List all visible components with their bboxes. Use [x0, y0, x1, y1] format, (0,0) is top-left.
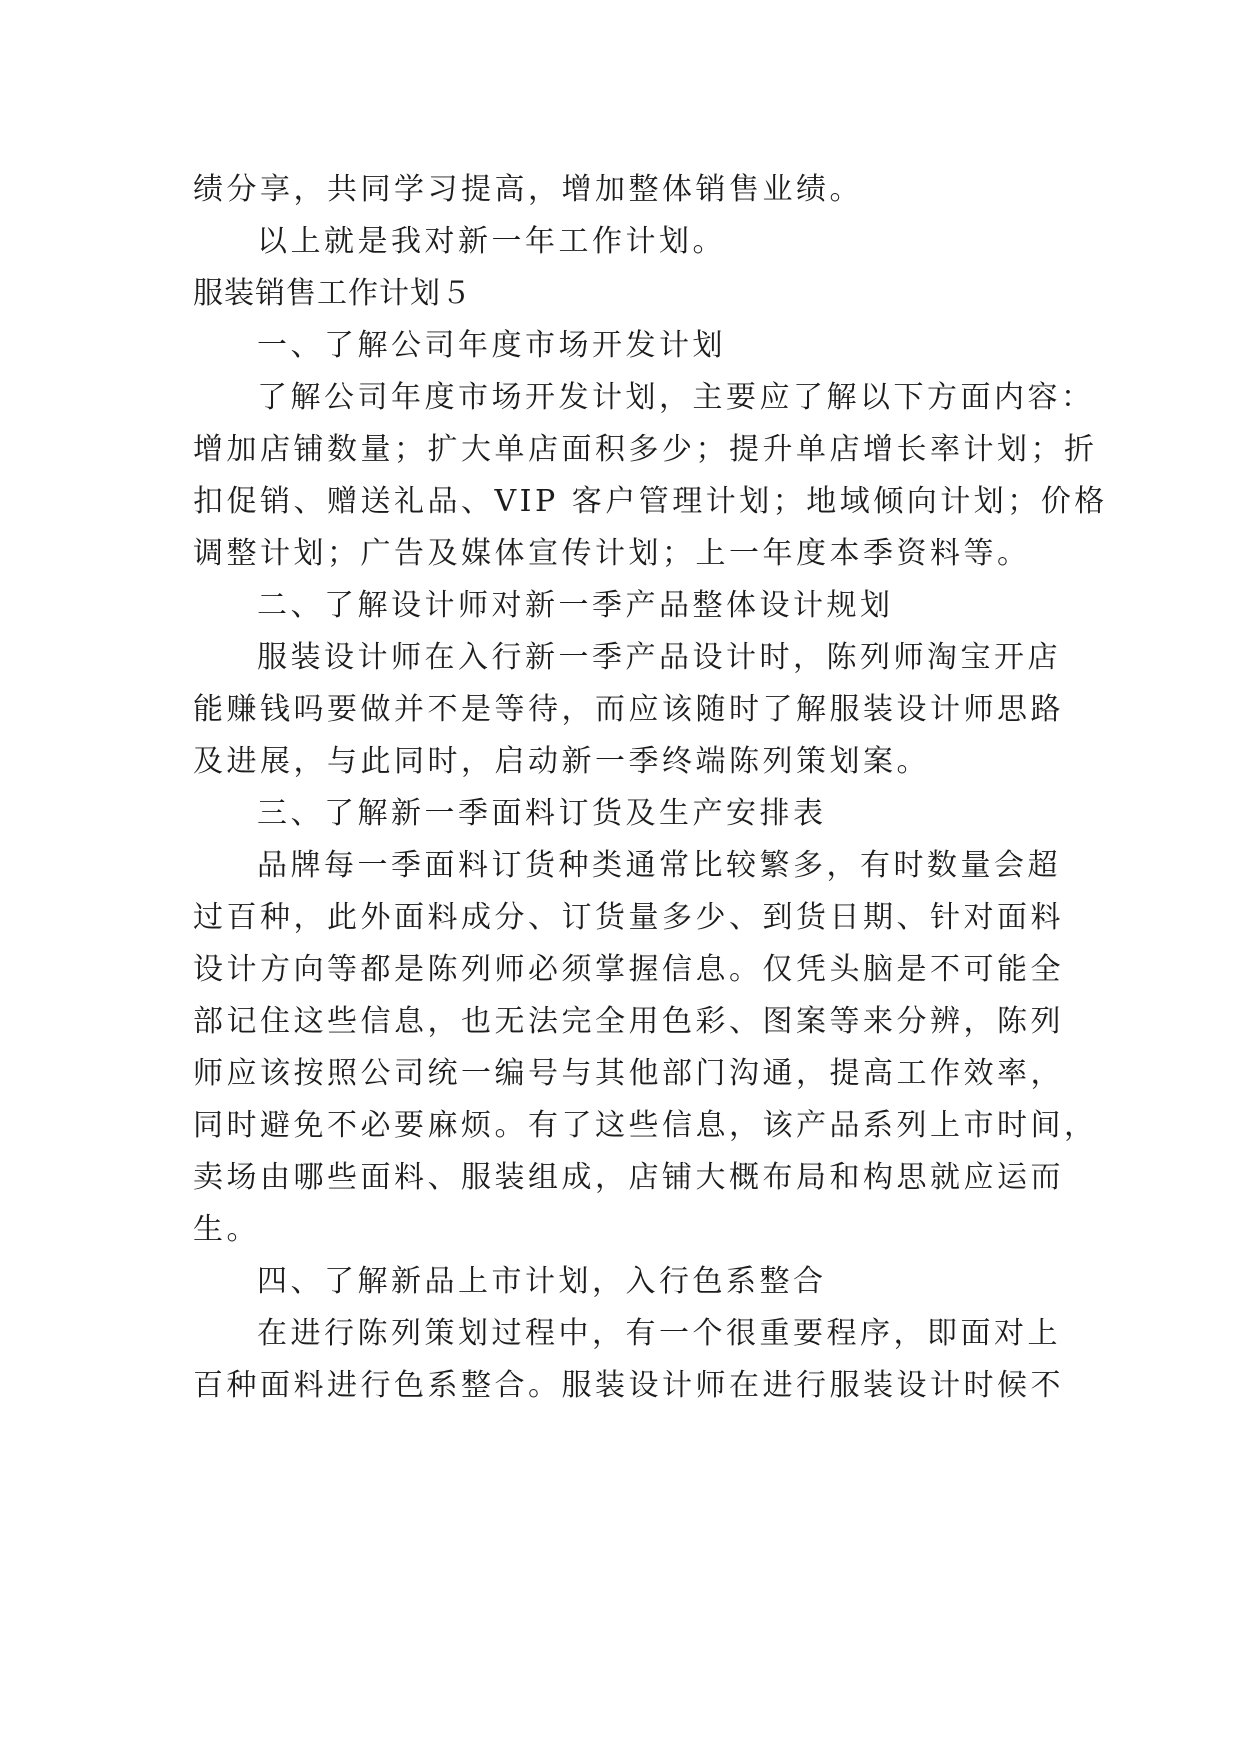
text-line: 在进行陈列策划过程中，有一个很重要程序，即面对上 — [257, 1316, 1061, 1351]
section-heading: 一、了解公司年度市场开发计划 — [257, 328, 726, 363]
text-line: 服装设计师在入行新一季产品设计时，陈列师淘宝开店 — [257, 640, 1061, 675]
text-line: 生。 — [193, 1212, 260, 1247]
section-title: 服装销售工作计划５ — [193, 276, 472, 311]
text-line: 部记住这些信息，也无法完全用色彩、图案等来分辨，陈列 — [193, 1004, 1064, 1039]
text-line: 师应该按照公司统一编号与其他部门沟通，提高工作效率， — [193, 1056, 1064, 1091]
section-heading: 三、了解新一季面料订货及生产安排表 — [257, 796, 827, 831]
text-line: 设计方向等都是陈列师必须掌握信息。仅凭头脑是不可能全 — [193, 952, 1064, 987]
section-heading: 二、了解设计师对新一季产品整体设计规划 — [257, 588, 894, 623]
text-line: 同时避免不必要麻烦。有了这些信息，该产品系列上市时间， — [193, 1108, 1098, 1143]
text-line: 品牌每一季面料订货种类通常比较繁多，有时数量会超 — [257, 848, 1061, 883]
text-line: 百种面料进行色系整合。服装设计师在进行服装设计时候不 — [193, 1368, 1064, 1403]
text-line: 增加店铺数量；扩大单店面积多少；提升单店增长率计划；折 — [193, 432, 1098, 467]
text-line: 绩分享，共同学习提高，增加整体销售业绩。 — [193, 172, 863, 207]
text-line: 能赚钱吗要做并不是等待，而应该随时了解服装设计师思路 — [193, 692, 1064, 727]
section-heading: 四、了解新品上市计划，入行色系整合 — [257, 1264, 827, 1299]
text-line: 及进展，与此同时，启动新一季终端陈列策划案。 — [193, 744, 930, 779]
text-line: 以上就是我对新一年工作计划。 — [257, 224, 726, 259]
text-line: 调整计划；广告及媒体宣传计划；上一年度本季资料等。 — [193, 536, 1031, 571]
text-line: 扣促销、赠送礼品、VIP 客户管理计划；地域倾向计划；价格 — [193, 484, 1108, 519]
text-line: 过百种，此外面料成分、订货量多少、到货日期、针对面料 — [193, 900, 1064, 935]
text-line: 了解公司年度市场开发计划，主要应了解以下方面内容： — [257, 380, 1095, 415]
text-line: 卖场由哪些面料、服装组成，店铺大概布局和构思就应运而 — [193, 1160, 1064, 1195]
